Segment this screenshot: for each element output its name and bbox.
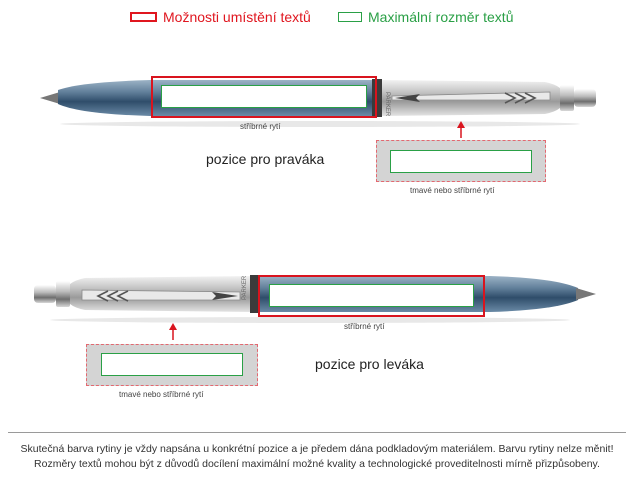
pen-brand-text: PARKER	[242, 275, 248, 300]
footer-divider	[8, 432, 626, 433]
position-label-right: pozice pro praváka	[206, 151, 325, 167]
pen-click-button	[34, 285, 56, 303]
pen-click-button	[574, 89, 596, 107]
alt-label-right: tmavé nebo stříbrné rytí	[410, 186, 495, 195]
alt-label-left: tmavé nebo stříbrné rytí	[119, 390, 204, 399]
arrow-up-left	[169, 323, 177, 340]
position-label-left: pozice pro leváka	[315, 356, 424, 372]
alt-max-text-area-right	[390, 150, 532, 173]
max-text-area-left	[269, 284, 474, 307]
pen-tip	[576, 288, 596, 300]
legend-placement-label: Možnosti umístění textů	[163, 9, 311, 25]
pen-tip	[40, 92, 60, 104]
engraving-label-right: stříbrné rytí	[240, 122, 281, 131]
footer-note-line1: Skutečná barva rytiny je vždy napsána u konkrétní pozice a je předem dána podkladovým materiálem. Barvu rytiny nelze měnit!	[20, 443, 614, 455]
footer-note-line2: Rozměry textů mohou být z důvodů docílení maximální možné kvality a technologické proveditelnosti mírně přizpůsobeny.	[34, 458, 600, 470]
engraving-label-left: stříbrné rytí	[344, 322, 385, 331]
pen-shadow	[60, 121, 580, 127]
alt-max-text-area-left	[101, 353, 243, 376]
pen-end-cap	[56, 281, 70, 307]
legend-max-size-label: Maximální rozměr textů	[368, 9, 514, 25]
pen-shadow	[50, 317, 570, 323]
max-text-area-right	[161, 85, 367, 108]
pen-brand-text: PARKER	[384, 92, 390, 117]
pen-end-cap	[560, 85, 574, 111]
